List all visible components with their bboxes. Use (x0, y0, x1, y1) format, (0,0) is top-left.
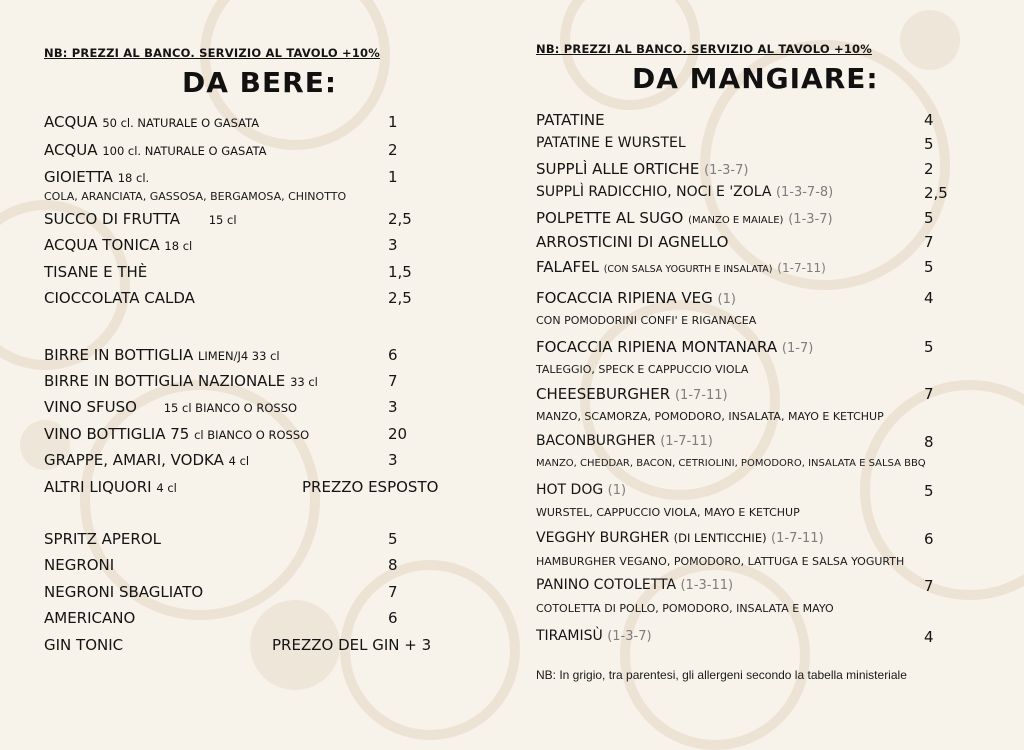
item-description: MANZO, SCAMORZA, POMODORO, INSALATA, MAYO E KETCHUP (536, 410, 884, 423)
service-note: NB: PREZZI AL BANCO. SERVIZIO AL TAVOLO +10% (44, 46, 380, 60)
menu-item: ALTRI LIQUORI 4 cl PREZZO ESPOSTO (44, 478, 439, 496)
menu-item: GIN TONIC PREZZO DEL GIN + 3 (44, 636, 432, 654)
menu-item: TIRAMISÙ (1-3-7) 4 (536, 628, 934, 646)
menu-item: SUPPLÌ RADICCHIO, NOCI E 'ZOLA (1-3-7-8) 2,5 (536, 184, 948, 202)
menu-item: ACQUA 50 cl. NATURALE O GASATA 1 (44, 113, 398, 131)
menu-item: ACQUA 100 cl. NATURALE O GASATA 2 (44, 141, 398, 159)
menu-item: TISANE E THÈ 1,5 (44, 263, 412, 281)
menu-item: ACQUA TONICA 18 cl 3 (44, 236, 398, 254)
menu-item: FOCACCIA RIPIENA MONTANARA (1-7) 5 (536, 338, 934, 356)
menu-item: BACONBURGHER (1-7-11) 8 (536, 433, 934, 451)
menu-item: VINO SFUSO 15 cl BIANCO O ROSSO 3 (44, 398, 398, 416)
item-description: MANZO, CHEDDAR, BACON, CETRIOLINI, POMODORO, INSALATA E SALSA BBQ (536, 458, 926, 469)
menu-item: GRAPPE, AMARI, VODKA 4 cl 3 (44, 451, 398, 469)
item-description: TALEGGIO, SPECK E CAPPUCCIO VIOLA (536, 363, 749, 376)
menu-item: POLPETTE AL SUGO (MANZO E MAIALE) (1-3-7) 5 (536, 209, 934, 227)
menu-item: VEGGHY BURGHER (DI LENTICCHIE) (1-7-11) 6 (536, 530, 934, 548)
menu-item: HOT DOG (1) 5 (536, 482, 934, 500)
menu-item: SUPPLÌ ALLE ORTICHE (1-3-7) 2 (536, 160, 934, 178)
item-description: CON POMODORINI CONFI' E RIGANACEA (536, 314, 757, 327)
menu-item: PANINO COTOLETTA (1-3-11) 7 (536, 577, 934, 595)
item-description: HAMBURGHER VEGANO, POMODORO, LATTUGA E SALSA YOGURTH (536, 555, 905, 568)
allergen-footnote: NB: In grigio, tra parentesi, gli allergeni secondo la tabella ministeriale (536, 668, 907, 682)
service-note: NB: PREZZI AL BANCO. SERVIZIO AL TAVOLO +10% (536, 42, 872, 56)
drinks-page (0, 0, 512, 724)
menu-item: BIRRE IN BOTTIGLIA NAZIONALE 33 cl 7 (44, 372, 398, 390)
menu-item: FALAFEL (CON SALSA YOGURTH E INSALATA) (1-7-11) 5 (536, 258, 934, 276)
menu-item: BIRRE IN BOTTIGLIA LIMEN/J4 33 cl 6 (44, 346, 398, 364)
menu-item: NEGRONI 8 (44, 556, 398, 574)
menu-item: SUCCO DI FRUTTA 15 cl 2,5 (44, 210, 412, 228)
menu-item: PATATINE E WURSTEL 5 (536, 135, 934, 153)
page-title: DA BERE: (182, 66, 338, 99)
menu-item: NEGRONI SBAGLIATO 7 (44, 583, 398, 601)
menu-item: FOCACCIA RIPIENA VEG (1) 4 (536, 289, 934, 307)
menu-item: CIOCCOLATA CALDA 2,5 (44, 289, 412, 307)
item-description: WURSTEL, CAPPUCCIO VIOLA, MAYO E KETCHUP (536, 506, 800, 519)
menu-item: SPRITZ APEROL 5 (44, 530, 398, 548)
item-description: COTOLETTA DI POLLO, POMODORO, INSALATA E MAYO (536, 602, 834, 615)
menu-item: PATATINE 4 (536, 111, 934, 129)
menu-item: ARROSTICINI DI AGNELLO 7 (536, 233, 934, 251)
menu-item: GIOIETTA 18 cl. 1 (44, 168, 398, 186)
item-description: COLA, ARANCIATA, GASSOSA, BERGAMOSA, CHINOTTO (44, 190, 347, 203)
menu-item: VINO BOTTIGLIA 75 cl BIANCO O ROSSO 20 (44, 425, 408, 443)
page-title: DA MANGIARE: (632, 62, 879, 95)
food-page (512, 0, 1024, 724)
menu-item: CHEESEBURGHER (1-7-11) 7 (536, 385, 934, 403)
menu-item: AMERICANO 6 (44, 609, 398, 627)
